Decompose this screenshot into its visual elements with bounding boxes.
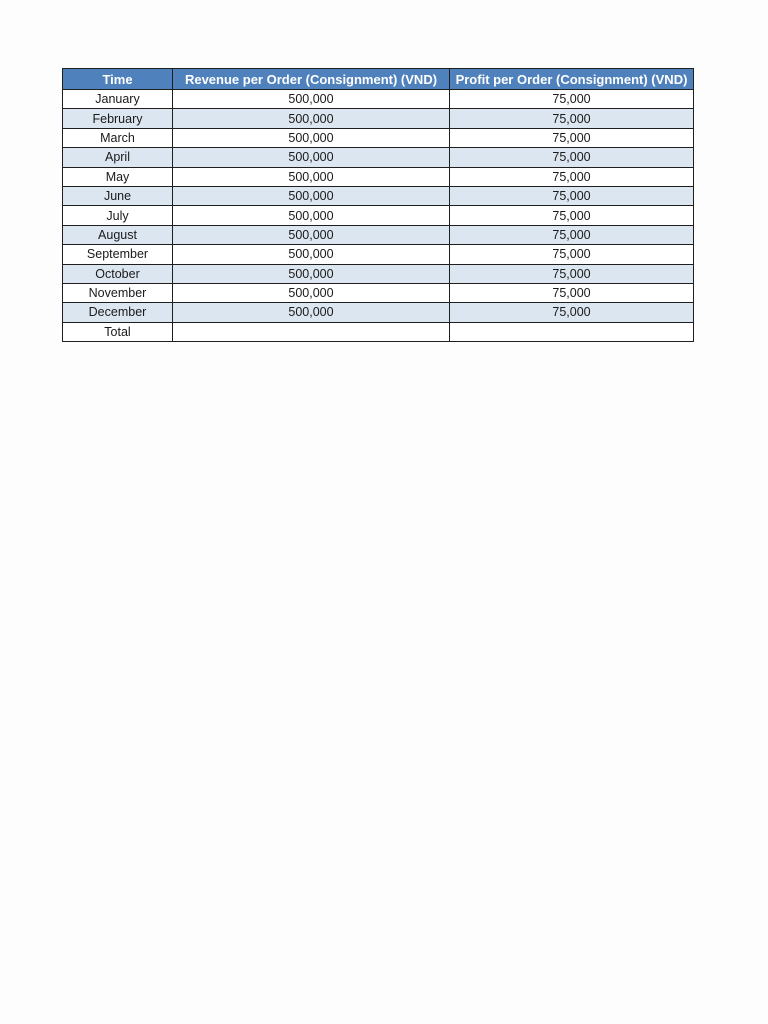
revenue-cell: 500,000 [173,225,450,244]
profit-cell: 75,000 [450,90,694,109]
revenue-cell: 500,000 [173,148,450,167]
table-row [63,283,694,302]
month-cell: September [63,245,173,264]
month-cell: June [63,186,173,205]
month-cell: October [63,264,173,283]
header-profit-per-order: Profit per Order (Consignment) (VND) [450,69,694,90]
table-row [63,264,694,283]
month-cell: March [63,128,173,147]
month-cell: July [63,206,173,225]
profit-cell: 75,000 [450,109,694,128]
profit-cell: 75,000 [450,264,694,283]
revenue-cell: 500,000 [173,303,450,322]
total-profit-cell [450,322,694,341]
total-row [63,322,694,341]
profit-cell: 75,000 [450,283,694,302]
table-row [63,128,694,147]
revenue-cell: 500,000 [173,90,450,109]
profit-cell: 75,000 [450,128,694,147]
revenue-cell: 500,000 [173,167,450,186]
table-row [63,225,694,244]
table-row [63,148,694,167]
month-cell: August [63,225,173,244]
table-row [63,186,694,205]
profit-cell: 75,000 [450,303,694,322]
profit-cell: 75,000 [450,206,694,225]
month-cell: April [63,148,173,167]
revenue-cell: 500,000 [173,109,450,128]
table-header-row [63,69,694,90]
profit-cell: 75,000 [450,148,694,167]
table-row [63,245,694,264]
total-label-cell: Total [63,322,173,341]
table-row [63,167,694,186]
month-cell: May [63,167,173,186]
revenue-cell: 500,000 [173,264,450,283]
header-revenue-per-order: Revenue per Order (Consignment) (VND) [173,69,450,90]
month-cell: December [63,303,173,322]
table-row [63,109,694,128]
table-row [63,90,694,109]
table-row [63,303,694,322]
revenue-cell: 500,000 [173,283,450,302]
profit-cell: 75,000 [450,186,694,205]
table-row [63,206,694,225]
total-revenue-cell [173,322,450,341]
month-cell: February [63,109,173,128]
month-cell: January [63,90,173,109]
header-time: Time [63,69,173,90]
revenue-cell: 500,000 [173,186,450,205]
profit-cell: 75,000 [450,167,694,186]
revenue-profit-table [62,68,694,342]
revenue-cell: 500,000 [173,206,450,225]
profit-cell: 75,000 [450,245,694,264]
revenue-cell: 500,000 [173,245,450,264]
profit-cell: 75,000 [450,225,694,244]
month-cell: November [63,283,173,302]
revenue-cell: 500,000 [173,128,450,147]
